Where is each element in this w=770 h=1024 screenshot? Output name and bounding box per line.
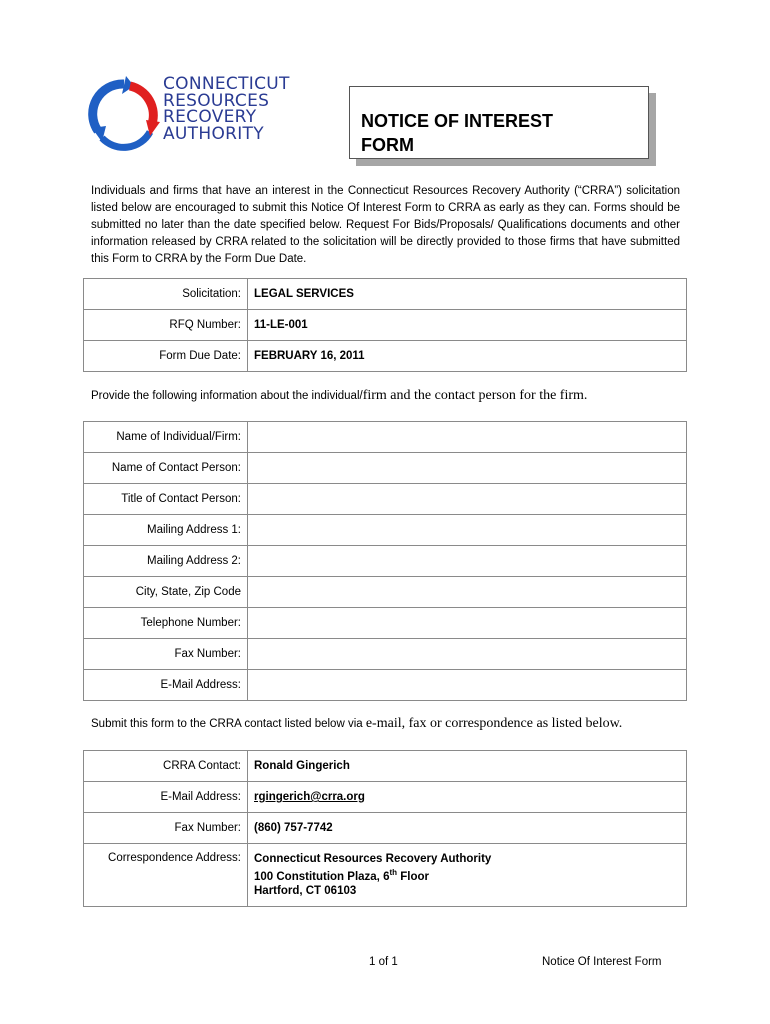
- table-row: [84, 577, 687, 608]
- fax-label: Fax Number:: [84, 639, 248, 670]
- contact-fax-label: Fax Number:: [84, 813, 248, 844]
- table-row: [84, 608, 687, 639]
- city-state-zip-label: City, State, Zip Code: [84, 577, 248, 608]
- contact-email-label: E-Mail Address:: [84, 782, 248, 813]
- email-field[interactable]: [248, 670, 687, 701]
- correspondence-address-label: Correspondence Address:: [84, 844, 248, 907]
- address-line-1: Connecticut Resources Recovery Authority: [254, 853, 492, 865]
- table-row: [84, 515, 687, 546]
- rfq-number-label: RFQ Number:: [84, 310, 248, 341]
- title-line-2: FORM: [361, 135, 414, 155]
- title-line-1: NOTICE OF INTEREST: [361, 111, 554, 131]
- address-line-2: [254, 866, 680, 884]
- submit-prompt-part1: Submit this form to the CRRA contact listed below via: [91, 718, 366, 730]
- telephone-label: Telephone Number:: [84, 608, 248, 639]
- table-row: [84, 279, 687, 310]
- page-number: 1 of 1: [369, 956, 398, 968]
- solicitation-table: [83, 278, 687, 372]
- crra-contact-label: CRRA Contact:: [84, 751, 248, 782]
- table-row: [84, 639, 687, 670]
- table-row: [84, 751, 687, 782]
- info-prompt-part1: Provide the following information about the individual/: [91, 390, 363, 402]
- document-title: [349, 86, 649, 159]
- submit-prompt: [91, 716, 622, 732]
- table-row: [84, 813, 687, 844]
- mailing-address-1-label: Mailing Address 1:: [84, 515, 248, 546]
- logo-line: RECOVERY: [163, 107, 257, 127]
- table-row: [84, 670, 687, 701]
- form-due-date-value: FEBRUARY 16, 2011: [248, 341, 687, 372]
- contact-email-cell: [248, 782, 687, 813]
- address-line-2-end: Floor: [397, 870, 429, 883]
- info-prompt-part2: firm and the contact person for the firm.: [362, 388, 588, 403]
- submit-prompt-part2: e-mail, fax or correspondence as listed below.: [365, 716, 623, 731]
- table-row: [84, 453, 687, 484]
- table-row: [84, 782, 687, 813]
- logo-wordmark: [163, 76, 290, 142]
- individual-firm-label: Name of Individual/Firm:: [84, 422, 248, 453]
- logo-line: CONNECTICUT: [163, 74, 290, 94]
- crra-contact-table: [83, 750, 687, 907]
- address-line-3: Hartford, CT 06103: [254, 884, 357, 897]
- solicitation-value: LEGAL SERVICES: [248, 279, 687, 310]
- correspondence-address-value: [248, 844, 687, 907]
- individual-firm-field[interactable]: [248, 422, 687, 453]
- contact-email-link[interactable]: rgingerich@crra.org: [254, 791, 365, 803]
- mailing-address-2-field[interactable]: [248, 546, 687, 577]
- telephone-field[interactable]: [248, 608, 687, 639]
- table-row: [84, 422, 687, 453]
- footer-doc-name: Notice Of Interest Form: [542, 956, 662, 968]
- contact-fax-value: (860) 757-7742: [248, 813, 687, 844]
- fax-field[interactable]: [248, 639, 687, 670]
- table-row: [84, 341, 687, 372]
- info-prompt: [91, 388, 587, 404]
- intro-paragraph: Individuals and firms that have an interest in the Connecticut Resources Recovery Authority (“CRRA”) solicitation listed below are encouraged to submit this Notice Of Interest Form to CRRA as early as they can. Forms should be submitted no later than the date specified below. Request For Bids/Proposals/ Qualifications documents and other information released by CRRA related to the solicitation will be directly provided to those firms that have submitted this Form to CRRA by the Form Due Date.: [91, 185, 680, 265]
- form-due-date-label: Form Due Date:: [84, 341, 248, 372]
- table-row: [84, 546, 687, 577]
- recycle-arrows-icon: [88, 76, 160, 156]
- table-row: [84, 310, 687, 341]
- mailing-address-1-field[interactable]: [248, 515, 687, 546]
- mailing-address-2-label: Mailing Address 2:: [84, 546, 248, 577]
- city-state-zip-field[interactable]: [248, 577, 687, 608]
- table-row: [84, 844, 687, 907]
- logo-line: RESOURCES: [163, 90, 270, 111]
- crra-contact-value: Ronald Gingerich: [248, 751, 687, 782]
- crra-logo: [88, 76, 328, 156]
- address-line-2-sup: th: [389, 868, 398, 877]
- address-line-2-main: 100 Constitution Plaza, 6: [254, 870, 390, 883]
- rfq-number-value: 11-LE-001: [248, 310, 687, 341]
- contact-title-field[interactable]: [248, 484, 687, 515]
- contact-person-label: Name of Contact Person:: [84, 453, 248, 484]
- logo-line: AUTHORITY: [163, 123, 264, 144]
- applicant-info-table: [83, 421, 687, 701]
- contact-title-label: Title of Contact Person:: [84, 484, 248, 515]
- table-row: [84, 484, 687, 515]
- solicitation-label: Solicitation:: [84, 279, 248, 310]
- contact-person-field[interactable]: [248, 453, 687, 484]
- email-label: E-Mail Address:: [84, 670, 248, 701]
